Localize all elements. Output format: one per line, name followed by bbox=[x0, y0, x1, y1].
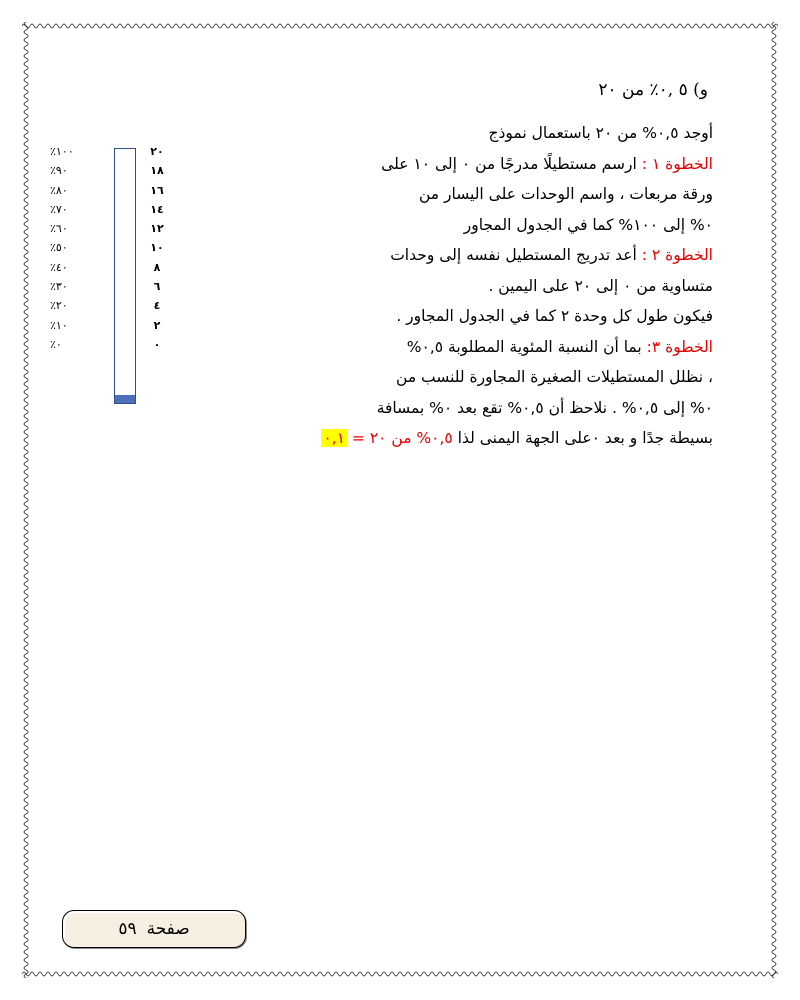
unit-label: ٢ bbox=[153, 318, 161, 332]
unit-label: ١٢ bbox=[150, 222, 164, 236]
answer-highlight: ٠,١ bbox=[323, 429, 345, 447]
text-line-9: ، نظلل المستطيلات الصغيرة المجاورة للنسب من bbox=[396, 368, 713, 386]
text-line-10: ٠% إلى ٠,٥% . نلاحظ أن ٠,٥% تقع بعد ٠% بمسافة bbox=[376, 398, 713, 417]
percent-label: ٪٧٠ bbox=[50, 202, 68, 216]
text-line-7: فيكون طول كل وحدة ٢ كما في الجدول المجاور . bbox=[396, 307, 713, 325]
step-label: الخطوة ٣: bbox=[646, 337, 713, 356]
percent-label: ٪١٠٠ bbox=[50, 145, 74, 158]
unit-label: ٤ bbox=[153, 299, 161, 313]
percent-label: ٪١٠ bbox=[50, 318, 68, 332]
unit-label: ١٤ bbox=[150, 202, 164, 216]
text-line-11: بسيطة جدًا و بعد ٠على الجهة اليمنى لذا ٠,٥% من ٢٠ = ٠,١ bbox=[323, 429, 713, 447]
border-left bbox=[22, 22, 30, 978]
scale-bar bbox=[114, 148, 136, 404]
text-line-5: الخطوة ٢ : أعد تدريج المستطيل نفسه إلى وحدات bbox=[390, 246, 713, 264]
text-line-1: أوجد ٠,٥% من ٢٠ باستعمال نموذج bbox=[488, 124, 713, 142]
text-line-6: متساوية من ٠ إلى ٢٠ على اليمين . bbox=[488, 276, 713, 295]
percent-label: ٪٤٠ bbox=[50, 260, 68, 274]
percent-label: ٪٥٠ bbox=[50, 241, 68, 255]
page-number-badge bbox=[62, 910, 246, 948]
percent-scale-labels bbox=[50, 142, 90, 354]
text-line-8: الخطوة ٣: بما أن النسبة المئوية المطلوبة ٠,٥% bbox=[406, 337, 713, 356]
percent-label: ٪٦٠ bbox=[50, 222, 68, 236]
border-right bbox=[770, 22, 778, 978]
unit-scale-labels bbox=[142, 142, 172, 354]
page-label: صفحة bbox=[146, 919, 190, 939]
percent-label: ٪٢٠ bbox=[50, 299, 68, 313]
result-expression: ٠,٥% من ٢٠ = bbox=[351, 429, 453, 447]
percent-label: ٪٠ bbox=[50, 337, 62, 351]
unit-label: ٦ bbox=[153, 280, 161, 294]
percent-label: ٪٩٠ bbox=[50, 164, 68, 178]
solution-text bbox=[263, 118, 713, 454]
unit-label: ٢٠ bbox=[150, 145, 164, 158]
step-label: الخطوة ١ : bbox=[641, 154, 713, 173]
text-line-3: ورقة مربعات ، واسم الوحدات على اليسار من bbox=[418, 185, 713, 203]
page-number: ٥٩ bbox=[118, 919, 137, 939]
step-label: الخطوة ٢ : bbox=[641, 246, 713, 264]
border-bottom bbox=[22, 970, 778, 978]
text-line-4: ٠% إلى ١٠٠% كما في الجدول المجاور bbox=[463, 215, 713, 234]
unit-label: ١٠ bbox=[150, 241, 164, 255]
unit-label: ١٦ bbox=[150, 183, 164, 197]
percent-label: ٪٨٠ bbox=[50, 183, 68, 197]
border-top bbox=[22, 22, 778, 30]
shaded-portion bbox=[115, 395, 135, 403]
unit-label: ٨ bbox=[153, 260, 161, 274]
unit-label: ٠ bbox=[153, 337, 161, 351]
text-line-2: الخطوة ١ : ارسم مستطيلًا مدرجًا من ٠ إلى ١٠ على bbox=[381, 154, 713, 173]
exercise-heading: و) ٥ ,٠٪ من ٢٠ bbox=[598, 80, 708, 100]
percent-label: ٪٣٠ bbox=[50, 280, 68, 294]
unit-label: ١٨ bbox=[150, 164, 164, 178]
